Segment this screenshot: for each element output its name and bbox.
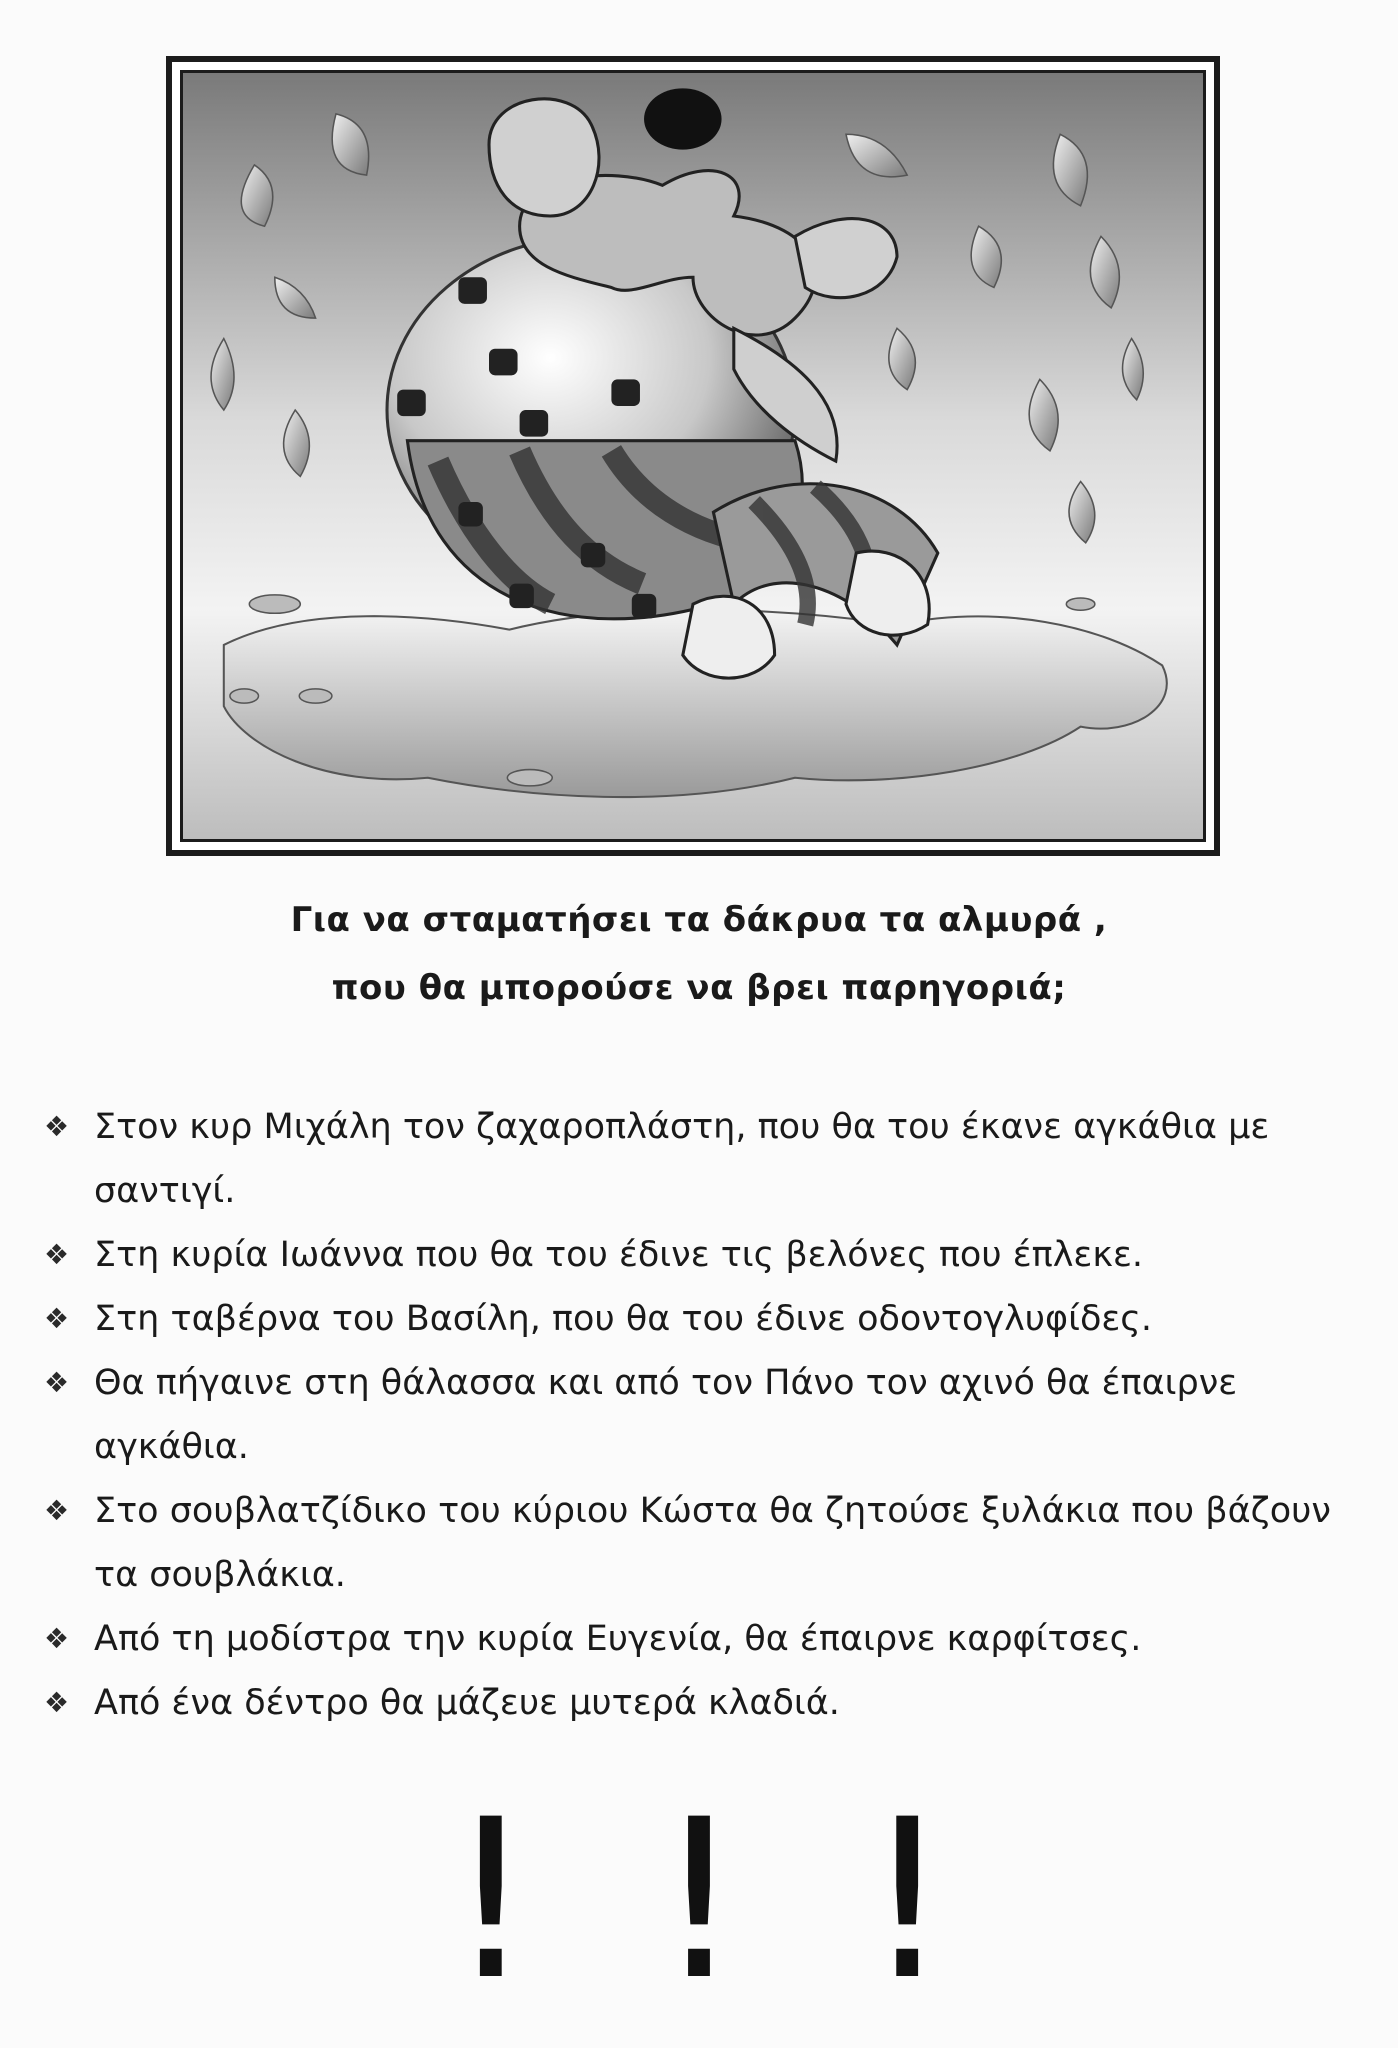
list-item-text: Στο σουβλατζίδικο του κύριου Κώστα θα ζητούσε ξυλάκια που βάζουν τα σουβλάκια. — [94, 1491, 1331, 1595]
list-item — [44, 1095, 1364, 1223]
list-item-text: Θα πήγαινε στη θάλασσα και από τον Πάνο τον αχινό θα έπαιρνε αγκάθια. — [94, 1363, 1238, 1467]
illustration-frame — [166, 56, 1220, 856]
list-item — [44, 1671, 1364, 1735]
heading-line-2: που θα μπορούσε να βρει παρηγοριά; — [331, 968, 1067, 1008]
bullet-diamond-icon: ❖ — [44, 1494, 70, 1527]
bullet-diamond-icon: ❖ — [44, 1238, 70, 1271]
bullet-diamond-icon: ❖ — [44, 1110, 70, 1143]
exclamation-marks — [0, 1772, 1398, 2028]
bullet-diamond-icon: ❖ — [44, 1366, 70, 1399]
list-item-text: Από τη μοδίστρα την κυρία Ευγενία, θα έπαιρνε καρφίτσες. — [94, 1619, 1142, 1659]
options-list — [44, 1095, 1364, 1735]
list-item-text: Στη κυρία Ιωάννα που θα του έδινε τις βελόνες που έπλεκε. — [94, 1235, 1143, 1275]
list-item — [44, 1223, 1364, 1287]
list-item-text: Από ένα δέντρο θα μάζευε μυτερά κλαδιά. — [94, 1683, 840, 1723]
list-item — [44, 1351, 1364, 1479]
crying-dog-illustration — [183, 73, 1203, 839]
list-item — [44, 1479, 1364, 1607]
exclamation-mark: ! — [654, 1772, 744, 2028]
list-item-text: Στον κυρ Μιχάλη τον ζαχαροπλάστη, που θα του έκανε αγκάθια με σαντιγί. — [94, 1107, 1270, 1211]
bullet-diamond-icon: ❖ — [44, 1686, 70, 1719]
bullet-diamond-icon: ❖ — [44, 1302, 70, 1335]
list-item — [44, 1607, 1364, 1671]
exclamation-mark: ! — [863, 1772, 952, 2028]
illustration — [180, 70, 1206, 842]
list-item — [44, 1287, 1364, 1351]
exclamation-mark: ! — [446, 1772, 535, 2028]
heading-line-1: Για να σταματήσει τα δάκρυα τα αλμυρά , — [290, 900, 1108, 940]
bullet-diamond-icon: ❖ — [44, 1622, 70, 1655]
list-item-text: Στη ταβέρνα του Βασίλη, που θα του έδινε οδοντογλυφίδες. — [94, 1299, 1152, 1339]
